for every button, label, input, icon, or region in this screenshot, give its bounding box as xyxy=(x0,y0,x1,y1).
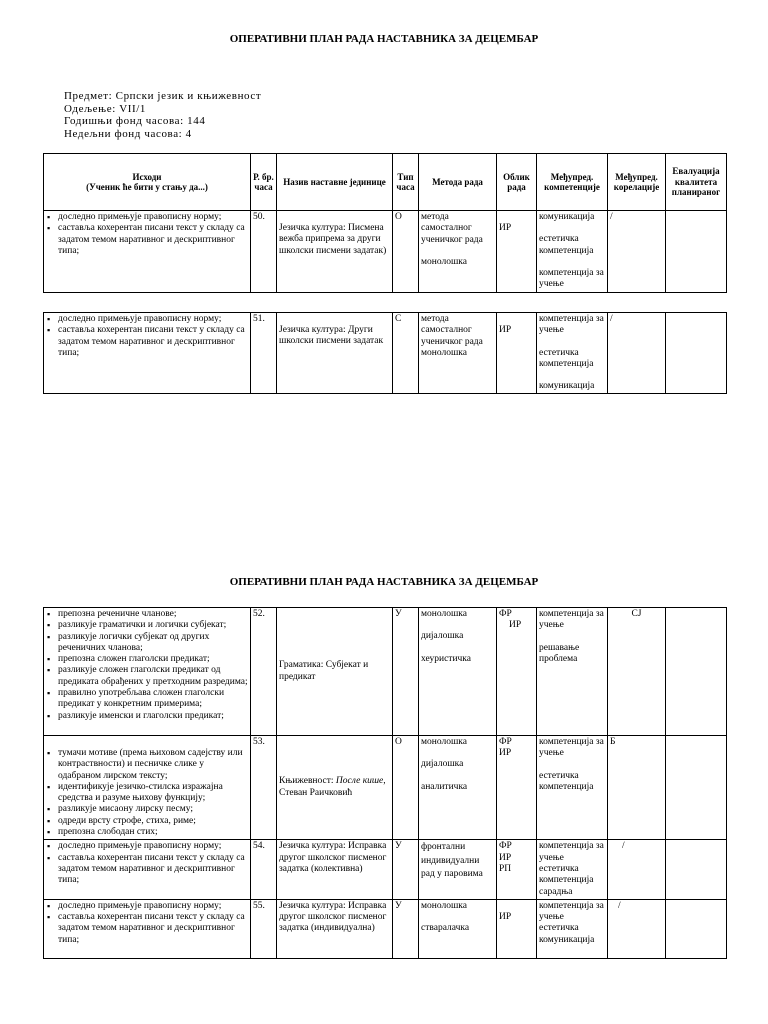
type-cell: О xyxy=(393,736,419,840)
correlation-cell: / xyxy=(608,211,666,293)
competence-cell: компетенција за учење естетичка компетенција комуникација xyxy=(537,313,608,394)
form-cell: ИР xyxy=(497,211,537,293)
method-cell: метода самосталног ученичког рада монолошка xyxy=(419,211,497,293)
outcomes-cell xyxy=(44,313,251,394)
method-cell: метода самосталног ученичког рада монолошка xyxy=(419,313,497,394)
outcome-item: ▪ саставља кохерентан писани текст у складу са задатом темом наративног и дескриптивног типа; xyxy=(56,325,248,359)
outcome-item: ▪ разликује граматички и логички субјекат; xyxy=(56,620,248,631)
form-cell: ИР xyxy=(497,899,537,958)
unit-cell: Језичка култура: Други школски писмени задатак xyxy=(277,313,393,394)
type-cell: У xyxy=(393,608,419,736)
outcomes-cell xyxy=(44,608,251,736)
competence-cell: комуникација естетичка компетенција компетенција за учење xyxy=(537,211,608,293)
outcome-item: ▪ препозна реченичне чланове; xyxy=(56,609,248,620)
outcome-item: ▪ доследно примењује правописну норму; xyxy=(56,841,248,852)
evaluation-cell xyxy=(666,736,727,840)
outcome-item: ▪ препозна сложен глаголски предикат; xyxy=(56,654,248,665)
unit-cell: Језичка култура: Писмена вежба припрема за други школски писмени задатак) xyxy=(277,211,393,293)
outcome-item: ▪ доследно примењује правописну норму; xyxy=(56,212,248,223)
header-outcomes: Исходи (Ученик ће бити у стању да...) xyxy=(44,154,251,211)
lesson-number: 54. xyxy=(251,840,277,899)
unit-cell: Граматика: Субјекат и предикат xyxy=(277,608,393,736)
form-cell: ИР xyxy=(497,313,537,394)
table-row xyxy=(44,899,727,958)
evaluation-cell xyxy=(666,840,727,899)
unit-cell: Књижевност: После кише, Стеван Раичковић xyxy=(277,736,393,840)
competence-cell: компетенција за учење естетичка компетенција сарадња xyxy=(537,840,608,899)
page-title-2: ОПЕРАТИВНИ ПЛАН РАДА НАСТАВНИКА ЗА ДЕЦЕМБАР xyxy=(229,576,539,588)
evaluation-cell xyxy=(666,313,727,394)
meta-weekly-hours: Недељни фонд часова: 4 xyxy=(64,127,192,140)
header-unit: Назив наставне јединице xyxy=(277,154,393,211)
plan-table-row-51 xyxy=(43,312,727,394)
form-cell: ФР ИР xyxy=(497,736,537,840)
unit-cell: Језичка култура: Исправка другог школског писменог задатка (индивидуална) xyxy=(277,899,393,958)
method-cell: монолошка дијалошка аналитичка xyxy=(419,736,497,840)
outcome-item: ▪ препозна слободан стих; xyxy=(56,827,248,838)
header-evaluation: Евалуација квалитета планираног xyxy=(666,154,727,211)
type-cell: У xyxy=(393,840,419,899)
unit-cell: Језичка култура: Исправка другог школског писменог задатка (колективна) xyxy=(277,840,393,899)
competence-cell: компетенција за учење решавање проблема xyxy=(537,608,608,736)
outcome-item: ▪ разликује мисаону лирску песму; xyxy=(56,804,248,815)
competence-cell: компетенција за учење естетичка комуникација xyxy=(537,899,608,958)
outcome-item: ▪ саставља кохерентан писани текст у складу са задатом темом наративног и дескриптивног типа; xyxy=(56,853,248,887)
meta-subject: Предмет: Српски језик и књижевност xyxy=(64,90,262,102)
meta-annual-hours: Годишњи фонд часова: 144 xyxy=(64,115,206,127)
form-cell: ФР ИР РП xyxy=(497,840,537,899)
correlation-cell: Б xyxy=(608,736,666,840)
header-form: Облик рада xyxy=(497,154,537,211)
outcomes-cell xyxy=(44,899,251,958)
method-cell: монолошка дијалошка хеуристичка xyxy=(419,608,497,736)
lesson-number: 53. xyxy=(251,736,277,840)
correlation-cell: СЈ xyxy=(608,608,666,736)
header-lesson-number: Р. бр. часа xyxy=(251,154,277,211)
outcome-item: ▪ саставља кохерентан писани текст у складу са задатом темом наративног и дескриптивног типа; xyxy=(56,912,248,946)
table-row xyxy=(44,211,727,293)
type-cell: О xyxy=(393,211,419,293)
type-cell: У xyxy=(393,899,419,958)
lesson-number: 55. xyxy=(251,899,277,958)
outcomes-cell xyxy=(44,840,251,899)
outcome-item: ▪ тумачи мотиве (према њиховом садејству или контраствности) и песничке слике у одабраном лирском тексту; xyxy=(56,748,248,782)
evaluation-cell xyxy=(666,608,727,736)
outcome-item: ▪ идентификује језичко-стилска изражајна средства и разуме њихову функцију; xyxy=(56,782,248,805)
competence-cell: компетенција за учење естетичка компетенција xyxy=(537,736,608,840)
table-row xyxy=(44,608,727,736)
outcome-item: ▪ правилно употребљава сложен глаголски предикат у конкретним примерима; xyxy=(56,688,248,711)
evaluation-cell xyxy=(666,211,727,293)
outcome-item: ▪ разликује сложен глаголски предикат од предиката обрађених у претходним разредима; xyxy=(56,665,248,688)
table-row xyxy=(44,840,727,899)
correlation-cell: / xyxy=(608,840,666,899)
outcomes-cell xyxy=(44,736,251,840)
outcome-item: ▪ доследно примењује правописну норму; xyxy=(56,314,248,325)
lesson-number: 51. xyxy=(251,313,277,394)
header-type: Тип часа xyxy=(393,154,419,211)
table-header-row xyxy=(44,154,727,211)
form-cell: ФР ИР xyxy=(497,608,537,736)
page-title: ОПЕРАТИВНИ ПЛАН РАДА НАСТАВНИКА ЗА ДЕЦЕМБАР xyxy=(229,33,539,45)
method-cell: фронтални индивидуални рад у паровима xyxy=(419,840,497,899)
table-row xyxy=(44,736,727,840)
header-method: Метода рада xyxy=(419,154,497,211)
correlation-cell: / xyxy=(608,899,666,958)
lesson-number: 52. xyxy=(251,608,277,736)
type-cell: С xyxy=(393,313,419,394)
outcome-item: ▪ доследно примењује правописну норму; xyxy=(56,901,248,912)
outcome-item: ▪ одреди врсту строфе, стиха, риме; xyxy=(56,816,248,827)
meta-class: Одељење: VII/1 xyxy=(64,102,147,115)
poem-title: После кише xyxy=(335,776,384,787)
correlation-cell: / xyxy=(608,313,666,394)
evaluation-cell xyxy=(666,899,727,958)
outcomes-cell xyxy=(44,211,251,293)
table-row xyxy=(44,313,727,394)
document-meta xyxy=(64,90,261,140)
header-competence: Међупред. компетенције xyxy=(537,154,608,211)
method-cell: монолошка стваралачка xyxy=(419,899,497,958)
outcome-item: ▪ разликује именски и глаголски предикат; xyxy=(56,711,248,722)
header-correlation: Међупред. корелације xyxy=(608,154,666,211)
outcome-item: ▪ разликује логички субјекат од других реченичних чланова; xyxy=(56,632,248,655)
plan-table-page-2 xyxy=(43,607,727,959)
lesson-number: 50. xyxy=(251,211,277,293)
plan-table-header-and-row-50 xyxy=(43,153,727,293)
outcome-item: ▪ саставља кохерентан писани текст у складу са задатом темом наративног и дескриптивног типа; xyxy=(56,223,248,257)
